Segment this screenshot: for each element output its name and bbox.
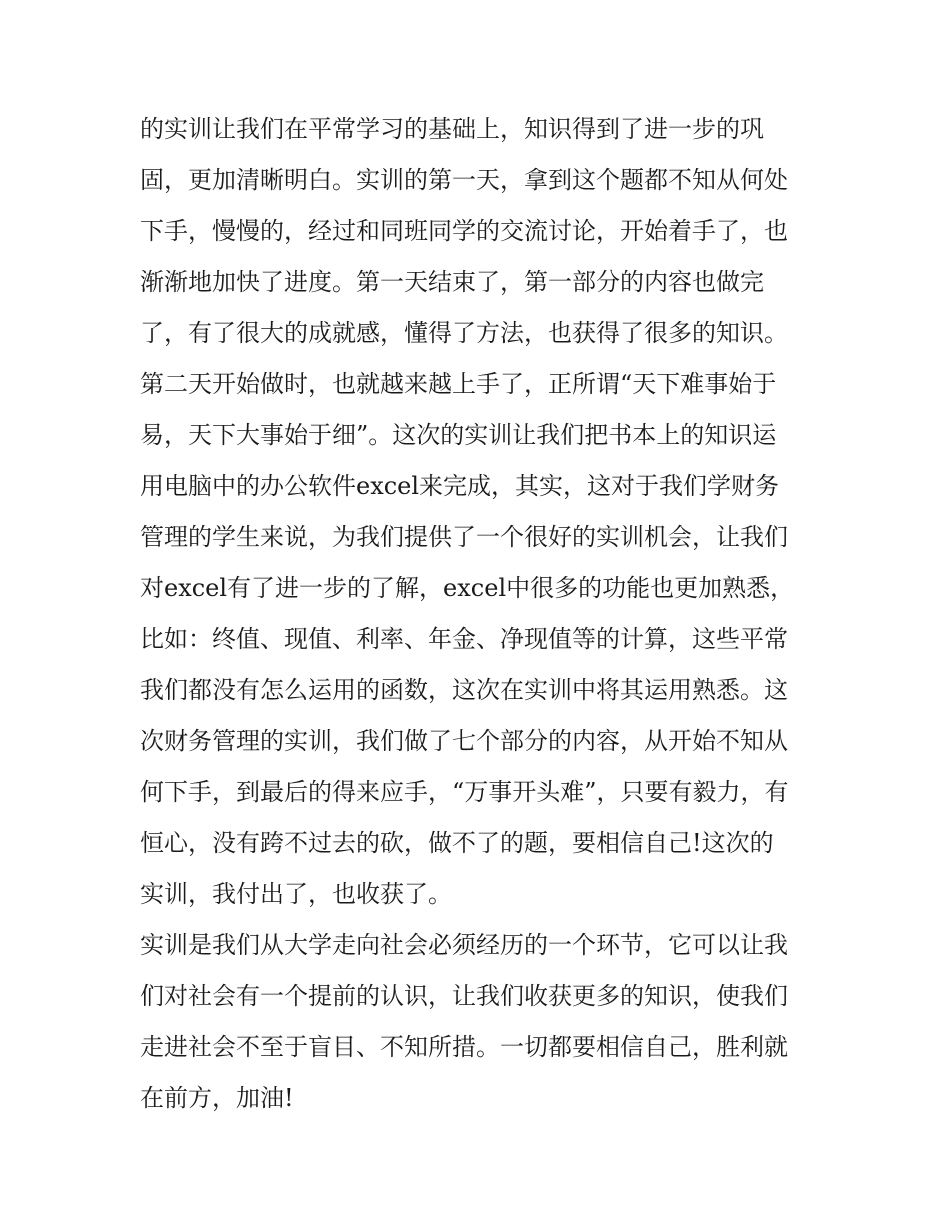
text-line: 下手，慢慢的，经过和同班同学的交流讨论，开始着手了，也 [140,217,788,245]
text-line: 们对社会有一个提前的认识，让我们收获更多的知识，使我们 [140,982,788,1010]
text-line: 了，有了很大的成就感，懂得了方法，也获得了很多的知识。 [140,319,788,347]
text-line: 用电脑中的办公软件excel来完成，其实，这对于我们学财务 [140,472,780,500]
text-line: 我们都没有怎么运用的函数，这次在实训中将其运用熟悉。这 [140,676,788,704]
text-line: 实训是我们从大学走向社会必须经历的一个环节，它可以让我 [140,931,788,959]
text-line: 次财务管理的实训，我们做了七个部分的内容，从开始不知从 [140,727,788,755]
text-line: 在前方，加油! [140,1084,294,1112]
text-line: 何下手，到最后的得来应手，“万事开头难”，只要有毅力，有 [140,778,789,806]
text-line: 恒心，没有跨不过去的砍，做不了的题，要相信自己!这次的 [140,829,774,857]
text-line: 固，更加清晰明白。实训的第一天，拿到这个题都不知从何处 [140,166,788,194]
text-line: 对excel有了进一步的了解，excel中很多的功能也更加熟悉， [140,574,795,602]
text-line: 比如：终值、现值、利率、年金、净现值等的计算，这些平常 [140,625,788,653]
text-line: 渐渐地加快了进度。第一天结束了，第一部分的内容也做完 [140,268,764,296]
text-line: 走进社会不至于盲目、不知所措。一切都要相信自己，胜利就 [140,1033,788,1061]
text-line: 管理的学生来说，为我们提供了一个很好的实训机会，让我们 [140,523,788,551]
text-line: 易，天下大事始于细”。这次的实训让我们把书本上的知识运 [140,421,777,449]
text-line: 实训，我付出了，也收获了。 [140,880,452,908]
body-text [140,104,820,1124]
text-line: 的实训让我们在平常学习的基础上，知识得到了进一步的巩 [140,115,764,143]
text-line: 第二天开始做时，也就越来越上手了，正所谓“天下难事始于 [140,370,777,398]
